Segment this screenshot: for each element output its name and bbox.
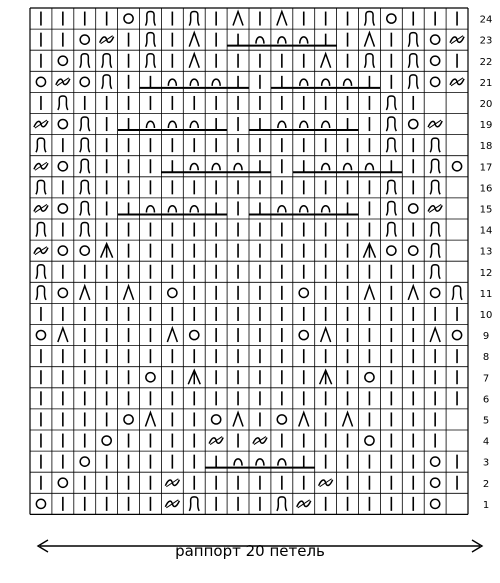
stitch-cable-middle	[183, 79, 205, 88]
stitch-cable-end	[249, 118, 271, 130]
stitch-cable-middle	[315, 206, 337, 215]
row-number: 16	[479, 183, 493, 195]
stitch-twisted-knit	[408, 75, 418, 89]
row-number: 4	[482, 436, 490, 448]
stitch-slipped-stitch	[34, 204, 48, 212]
stitch-yarn-over	[58, 478, 67, 487]
stitch-twisted-knit	[364, 54, 374, 68]
stitch-yarn-over	[299, 330, 308, 339]
stitch-decrease-left	[277, 12, 287, 26]
row-number: 19	[479, 120, 493, 132]
stitch-twisted-knit	[80, 138, 90, 152]
stitch-twisted-knit	[80, 117, 90, 131]
stitch-cable-end	[359, 76, 381, 88]
stitch-yarn-over	[365, 436, 374, 445]
stitch-yarn-over	[58, 56, 67, 65]
row-number: 21	[479, 77, 493, 89]
stitch-twisted-knit	[36, 223, 46, 237]
stitch-cable-end	[293, 160, 315, 172]
stitch-yarn-over	[431, 478, 440, 487]
stitch-decrease-left	[364, 33, 374, 47]
stitch-cable-end	[249, 202, 271, 214]
stitch-yarn-over	[124, 415, 133, 424]
stitch-slipped-stitch	[165, 479, 179, 487]
repeat-caption: раппорт 20 петель	[175, 542, 325, 560]
stitch-twisted-knit	[277, 497, 287, 511]
stitch-cable-end	[380, 160, 402, 172]
stitch-twisted-knit	[80, 159, 90, 173]
stitch-twisted-knit	[430, 244, 440, 258]
stitch-yarn-over	[80, 246, 89, 255]
stitch-twisted-knit	[80, 180, 90, 194]
stitch-decrease-left	[299, 412, 309, 426]
stitch-slipped-stitch	[450, 78, 464, 86]
stitch-cable-middle	[205, 79, 227, 88]
stitch-yarn-over	[452, 330, 461, 339]
stitch-twisted-knit	[36, 138, 46, 152]
stitch-twisted-knit	[386, 138, 396, 152]
stitch-cable-middle	[315, 121, 337, 130]
stitch-cable-end	[205, 456, 227, 468]
stitch-yarn-over	[80, 457, 89, 466]
stitch-slipped-stitch	[34, 120, 48, 128]
stitch-slipped-stitch	[253, 437, 267, 445]
stitch-yarn-over	[124, 14, 133, 23]
stitch-central-double-decrease	[188, 370, 200, 384]
stitch-yarn-over	[299, 288, 308, 297]
stitch-cable-end	[293, 456, 315, 468]
stitch-yarn-over	[212, 415, 221, 424]
stitch-yarn-over	[58, 288, 67, 297]
stitch-yarn-over	[102, 436, 111, 445]
row-number: 3	[482, 457, 490, 469]
stitch-yarn-over	[58, 246, 67, 255]
stitch-cable-middle	[183, 121, 205, 130]
stitch-twisted-knit	[189, 497, 199, 511]
stitch-yarn-over	[168, 288, 177, 297]
stitch-twisted-knit	[430, 223, 440, 237]
stitch-twisted-knit	[452, 286, 462, 300]
stitch-yarn-over	[190, 330, 199, 339]
stitch-twisted-knit	[386, 96, 396, 110]
stitch-yarn-over	[36, 330, 45, 339]
stitch-yarn-over	[58, 162, 67, 171]
stitch-cable-end	[140, 76, 162, 88]
stitch-cable-end	[118, 202, 140, 214]
row-number: 13	[479, 246, 493, 258]
stitch-cable-middle	[161, 79, 183, 88]
stitch-yarn-over	[277, 415, 286, 424]
stitch-decrease-left	[321, 328, 331, 342]
stitch-cable-end	[161, 160, 183, 172]
stitch-cable-middle	[293, 121, 315, 130]
stitch-twisted-knit	[145, 33, 155, 47]
stitch-yarn-over	[431, 77, 440, 86]
stitch-yarn-over	[387, 246, 396, 255]
stitch-twisted-knit	[364, 12, 374, 26]
row-number: 9	[482, 331, 490, 343]
stitch-decrease-left	[189, 54, 199, 68]
stitch-cable-middle	[293, 37, 315, 46]
stitch-slipped-stitch	[319, 479, 333, 487]
stitch-cable-end	[205, 202, 227, 214]
stitch-cable-middle	[227, 164, 249, 173]
row-number: 1	[482, 499, 490, 511]
stitch-cable-middle	[271, 206, 293, 215]
stitch-twisted-knit	[189, 12, 199, 26]
stitch-cable-end	[271, 76, 293, 88]
stitch-slipped-stitch	[34, 247, 48, 255]
stitch-cable-middle	[140, 121, 162, 130]
row-number: 10	[479, 309, 493, 321]
stitch-twisted-knit	[408, 33, 418, 47]
stitch-cable-end	[337, 118, 359, 130]
stitch-twisted-knit	[430, 138, 440, 152]
stitch-twisted-knit	[36, 286, 46, 300]
stitch-twisted-knit	[58, 96, 68, 110]
stitch-yarn-over	[387, 14, 396, 23]
stitch-cable-middle	[293, 206, 315, 215]
grid-lines	[30, 8, 468, 514]
stitch-yarn-over	[36, 499, 45, 508]
stitch-yarn-over	[80, 77, 89, 86]
stitch-twisted-knit	[145, 54, 155, 68]
stitch-cable-middle	[140, 206, 162, 215]
stitch-cable-middle	[315, 79, 337, 88]
stitch-slipped-stitch	[165, 500, 179, 508]
stitch-decrease-left	[408, 286, 418, 300]
row-number: 12	[479, 267, 493, 279]
stitch-yarn-over	[146, 373, 155, 382]
stitch-twisted-knit	[430, 180, 440, 194]
stitch-twisted-knit	[386, 223, 396, 237]
stitch-decrease-left	[80, 286, 90, 300]
stitch-central-double-decrease	[363, 244, 375, 258]
stitch-cable-end	[227, 76, 249, 88]
stitch-decrease-left	[364, 286, 374, 300]
stitch-yarn-over	[431, 35, 440, 44]
stitch-cable-middle	[249, 37, 271, 46]
stitch-cable-middle	[183, 164, 205, 173]
stitch-yarn-over	[431, 288, 440, 297]
stitch-twisted-knit	[102, 75, 112, 89]
stitch-decrease-left	[321, 54, 331, 68]
row-number: 8	[482, 352, 490, 364]
stitch-cable-middle	[293, 79, 315, 88]
stitch-twisted-knit	[102, 54, 112, 68]
stitch-yarn-over	[58, 119, 67, 128]
stitch-decrease-left	[189, 33, 199, 47]
stitch-cable-middle	[271, 37, 293, 46]
row-number: 11	[479, 288, 493, 300]
stitch-cable-middle	[183, 206, 205, 215]
row-number: 15	[479, 204, 493, 216]
row-number: 18	[479, 141, 493, 153]
stitch-yarn-over	[409, 246, 418, 255]
stitch-cable-end	[118, 118, 140, 130]
stitch-cable-middle	[359, 164, 381, 173]
row-number: 7	[482, 373, 490, 385]
stitch-twisted-knit	[386, 117, 396, 131]
stitch-yarn-over	[409, 204, 418, 213]
stitch-central-double-decrease	[101, 244, 113, 258]
stitch-yarn-over	[58, 204, 67, 213]
row-number: 2	[482, 478, 490, 490]
stitch-twisted-knit	[36, 180, 46, 194]
stitch-cable-end	[315, 34, 337, 46]
stitch-cable-end	[227, 34, 249, 46]
stitch-twisted-knit	[36, 265, 46, 279]
stitch-slipped-stitch	[56, 78, 70, 86]
stitch-twisted-knit	[430, 265, 440, 279]
stitch-cable-middle	[205, 164, 227, 173]
stitch-cable-middle	[249, 459, 271, 468]
row-number: 20	[479, 98, 493, 110]
stitch-slipped-stitch	[100, 36, 114, 44]
stitch-yarn-over	[452, 162, 461, 171]
stitch-decrease-left	[430, 328, 440, 342]
stitch-cable-end	[337, 202, 359, 214]
row-number: 22	[479, 56, 493, 68]
stitch-central-double-decrease	[320, 370, 332, 384]
stitch-yarn-over	[431, 56, 440, 65]
stitch-cable-end	[205, 118, 227, 130]
stitch-yarn-over	[80, 35, 89, 44]
stitch-cable-end	[249, 160, 271, 172]
stitch-slipped-stitch	[209, 437, 223, 445]
stitch-slipped-stitch	[428, 204, 442, 212]
row-number: 5	[482, 415, 490, 427]
stitch-cable-middle	[271, 121, 293, 130]
stitch-slipped-stitch	[34, 162, 48, 170]
stitch-twisted-knit	[430, 159, 440, 173]
stitch-yarn-over	[365, 373, 374, 382]
stitch-decrease-left	[233, 412, 243, 426]
stitch-decrease-left	[167, 328, 177, 342]
stitch-slipped-stitch	[428, 120, 442, 128]
stitch-cable-middle	[271, 459, 293, 468]
stitch-yarn-over	[431, 457, 440, 466]
stitch-slipped-stitch	[450, 36, 464, 44]
stitch-twisted-knit	[80, 201, 90, 215]
stitch-cable-middle	[161, 206, 183, 215]
stitch-yarn-over	[431, 499, 440, 508]
stitch-decrease-left	[233, 12, 243, 26]
stitch-cable-middle	[161, 121, 183, 130]
stitch-decrease-left	[124, 286, 134, 300]
stitch-twisted-knit	[145, 12, 155, 26]
row-number: 6	[482, 394, 490, 406]
stitch-twisted-knit	[80, 223, 90, 237]
stitch-twisted-knit	[386, 180, 396, 194]
stitch-twisted-knit	[80, 54, 90, 68]
stitch-cable-middle	[315, 164, 337, 173]
stitch-decrease-left	[58, 328, 68, 342]
stitch-twisted-knit	[408, 54, 418, 68]
row-number: 14	[479, 225, 493, 237]
stitch-twisted-knit	[386, 201, 396, 215]
row-number: 17	[479, 162, 493, 174]
stitch-decrease-left	[145, 412, 155, 426]
row-number-labels	[480, 15, 493, 511]
row-number: 24	[479, 14, 493, 26]
stitch-cable-middle	[227, 459, 249, 468]
row-number: 23	[479, 35, 493, 47]
stitch-decrease-left	[343, 412, 353, 426]
stitch-yarn-over	[36, 77, 45, 86]
stitch-cable-middle	[337, 79, 359, 88]
stitch-yarn-over	[409, 119, 418, 128]
stitch-slipped-stitch	[297, 500, 311, 508]
stitch-cable-middle	[337, 164, 359, 173]
